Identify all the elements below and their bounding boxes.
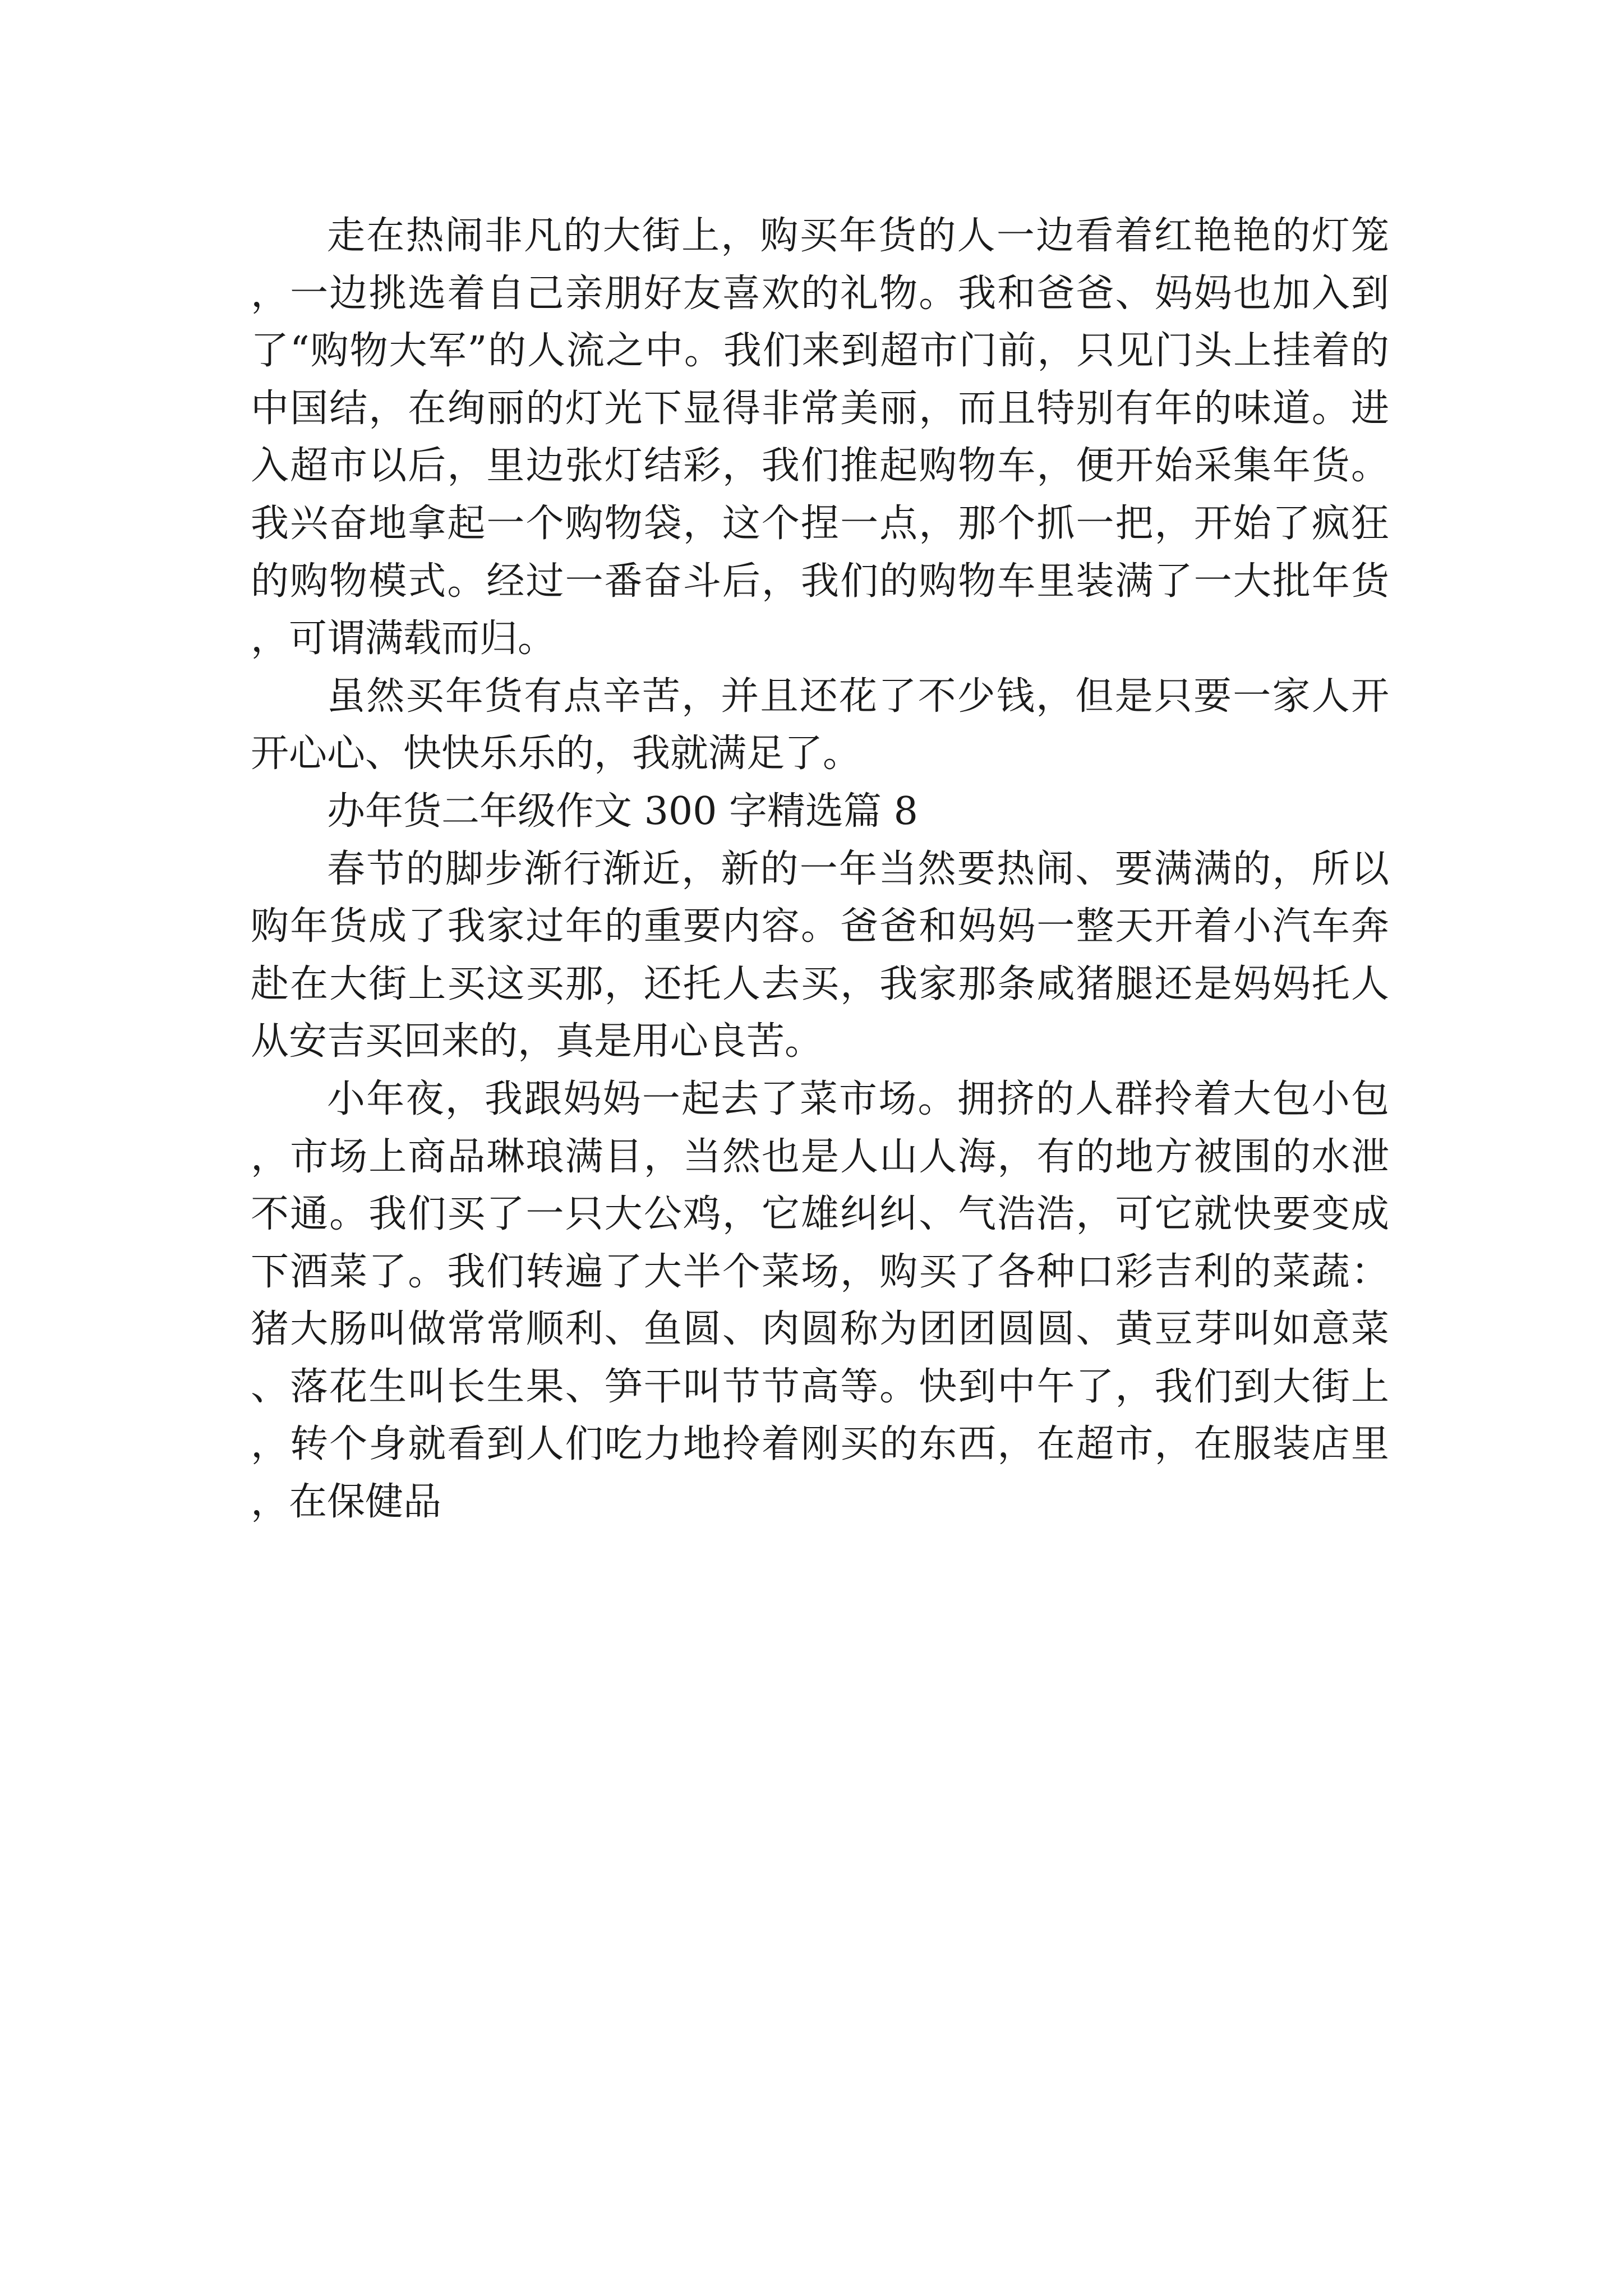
paragraph-shopping-street: 走在热闹非凡的大街上，购买年货的人一边看着红艳艳的灯笼，一边挑选着自己亲朋好友喜欢的礼物。我和爸爸、妈妈也加入到了“购物大军”的人流之中。我们来到超市门前，只见门头上挂着的中国结，在绚丽的灯光下显得非常美丽，而且特别有年的味道。进入超市以后，里边张灯结彩，我们推起购物车，便开始采集年货。我兴奋地拿起一个购物袋，这个捏一点，那个抓一把，开始了疯狂的购物模式。经过一番奋斗后，我们的购物车里装满了一大批年货，可谓满载而归。 bbox=[251, 214, 1389, 661]
paragraph-spring-festival: 春节的脚步渐行渐近，新的一年当然要热闹、要满满的，所以购年货成了我家过年的重要内容。爸爸和妈妈一整天开着小汽车奔赴在大街上买这买那，还托人去买，我家那条咸猪腿还是妈妈托人从安吉买回来的，真是用心良苦。 bbox=[251, 846, 1389, 1064]
section-heading: 办年货二年级作文 300 字精选篇 8 bbox=[327, 789, 918, 834]
paragraph-vegetable-market: 小年夜，我跟妈妈一起去了菜市场。拥挤的人群拎着大包小包，市场上商品琳琅满目，当然也是人山人海，有的地方被围的水泄不通。我们买了一只大公鸡，它雄纠纠、气浩浩，可它就快要变成下酒菜了。我们转遍了大半个菜场，购买了各种口彩吉利的菜蔬：猪大肠叫做常常顺利、鱼圆、肉圆称为团团圆圆、黄豆芽叫如意菜、落花生叫长生果、笋干叫节节高等。快到中午了，我们到大街上，转个身就看到人们吃力地拎着刚买的东西，在超市，在服装店里，在保健品 bbox=[251, 1076, 1389, 1525]
paragraph-satisfied: 虽然买年货有点辛苦，并且还花了不少钱，但是只要一家人开开心心、快快乐乐的，我就满足了。 bbox=[251, 674, 1389, 776]
article-body bbox=[251, 208, 1389, 1531]
